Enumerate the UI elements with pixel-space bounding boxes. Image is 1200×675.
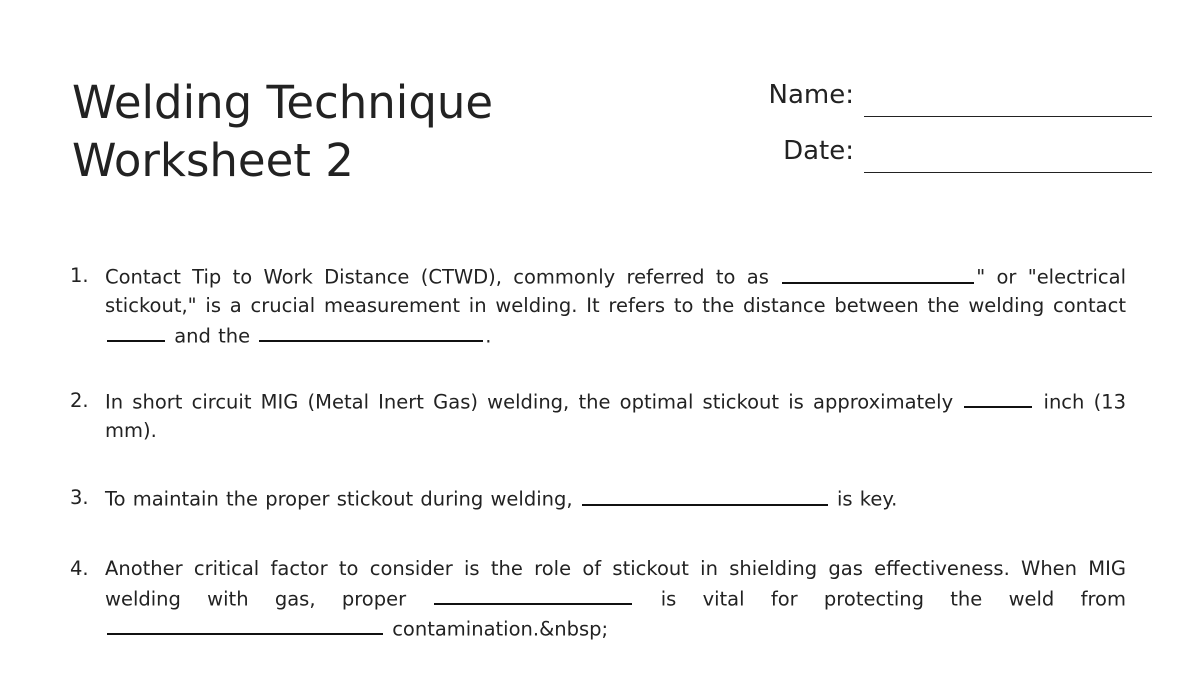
date-field-row <box>760 130 1152 174</box>
question-text: Another critical factor to consider is the role of stickout in shielding gas effectiveness. When MIG welding with gas, proper <box>105 557 1126 610</box>
answer-blank[interactable] <box>434 584 632 606</box>
question-text: In short circuit MIG (Metal Inert Gas) welding, the optimal stickout is approximately <box>105 390 954 413</box>
question-text: " or "electrical stickout," is a crucial measurement in welding. It refers to the distance between the welding contact <box>105 265 1126 317</box>
question-3 <box>66 484 1126 514</box>
question-4 <box>66 555 1126 644</box>
answer-blank[interactable] <box>107 614 383 636</box>
name-label: Name: <box>768 80 854 110</box>
question-list <box>66 262 1126 644</box>
question-number: 2. <box>70 388 89 412</box>
date-line[interactable] <box>864 172 1152 173</box>
question-text: Contact Tip to Work Distance (CTWD), commonly referred to as <box>105 265 769 289</box>
answer-blank[interactable] <box>782 262 974 284</box>
question-text: . <box>485 324 492 347</box>
answer-blank[interactable] <box>259 321 483 343</box>
answer-blank[interactable] <box>582 484 828 506</box>
question-text: is vital for protecting the weld from <box>660 587 1126 610</box>
question-text: To maintain the proper stickout during welding, <box>105 487 573 511</box>
question-number: 1. <box>70 264 89 287</box>
answer-blank[interactable] <box>107 321 165 343</box>
question-2 <box>66 387 1126 446</box>
name-field-row <box>760 74 1152 118</box>
title-line-1: Welding Technique <box>72 76 494 129</box>
title-line-2: Worksheet 2 <box>72 134 354 187</box>
question-text: and the <box>174 324 251 347</box>
question-number: 3. <box>70 486 89 509</box>
page-title <box>72 74 493 190</box>
name-line[interactable] <box>864 116 1152 117</box>
question-text: contamination.&nbsp; <box>392 617 609 640</box>
date-label: Date: <box>783 136 854 166</box>
answer-blank[interactable] <box>964 387 1032 409</box>
question-text: is key. <box>837 487 898 511</box>
question-text: inch (13 mm). <box>105 390 1126 442</box>
question-number: 4. <box>70 557 89 580</box>
question-1 <box>66 262 1126 351</box>
